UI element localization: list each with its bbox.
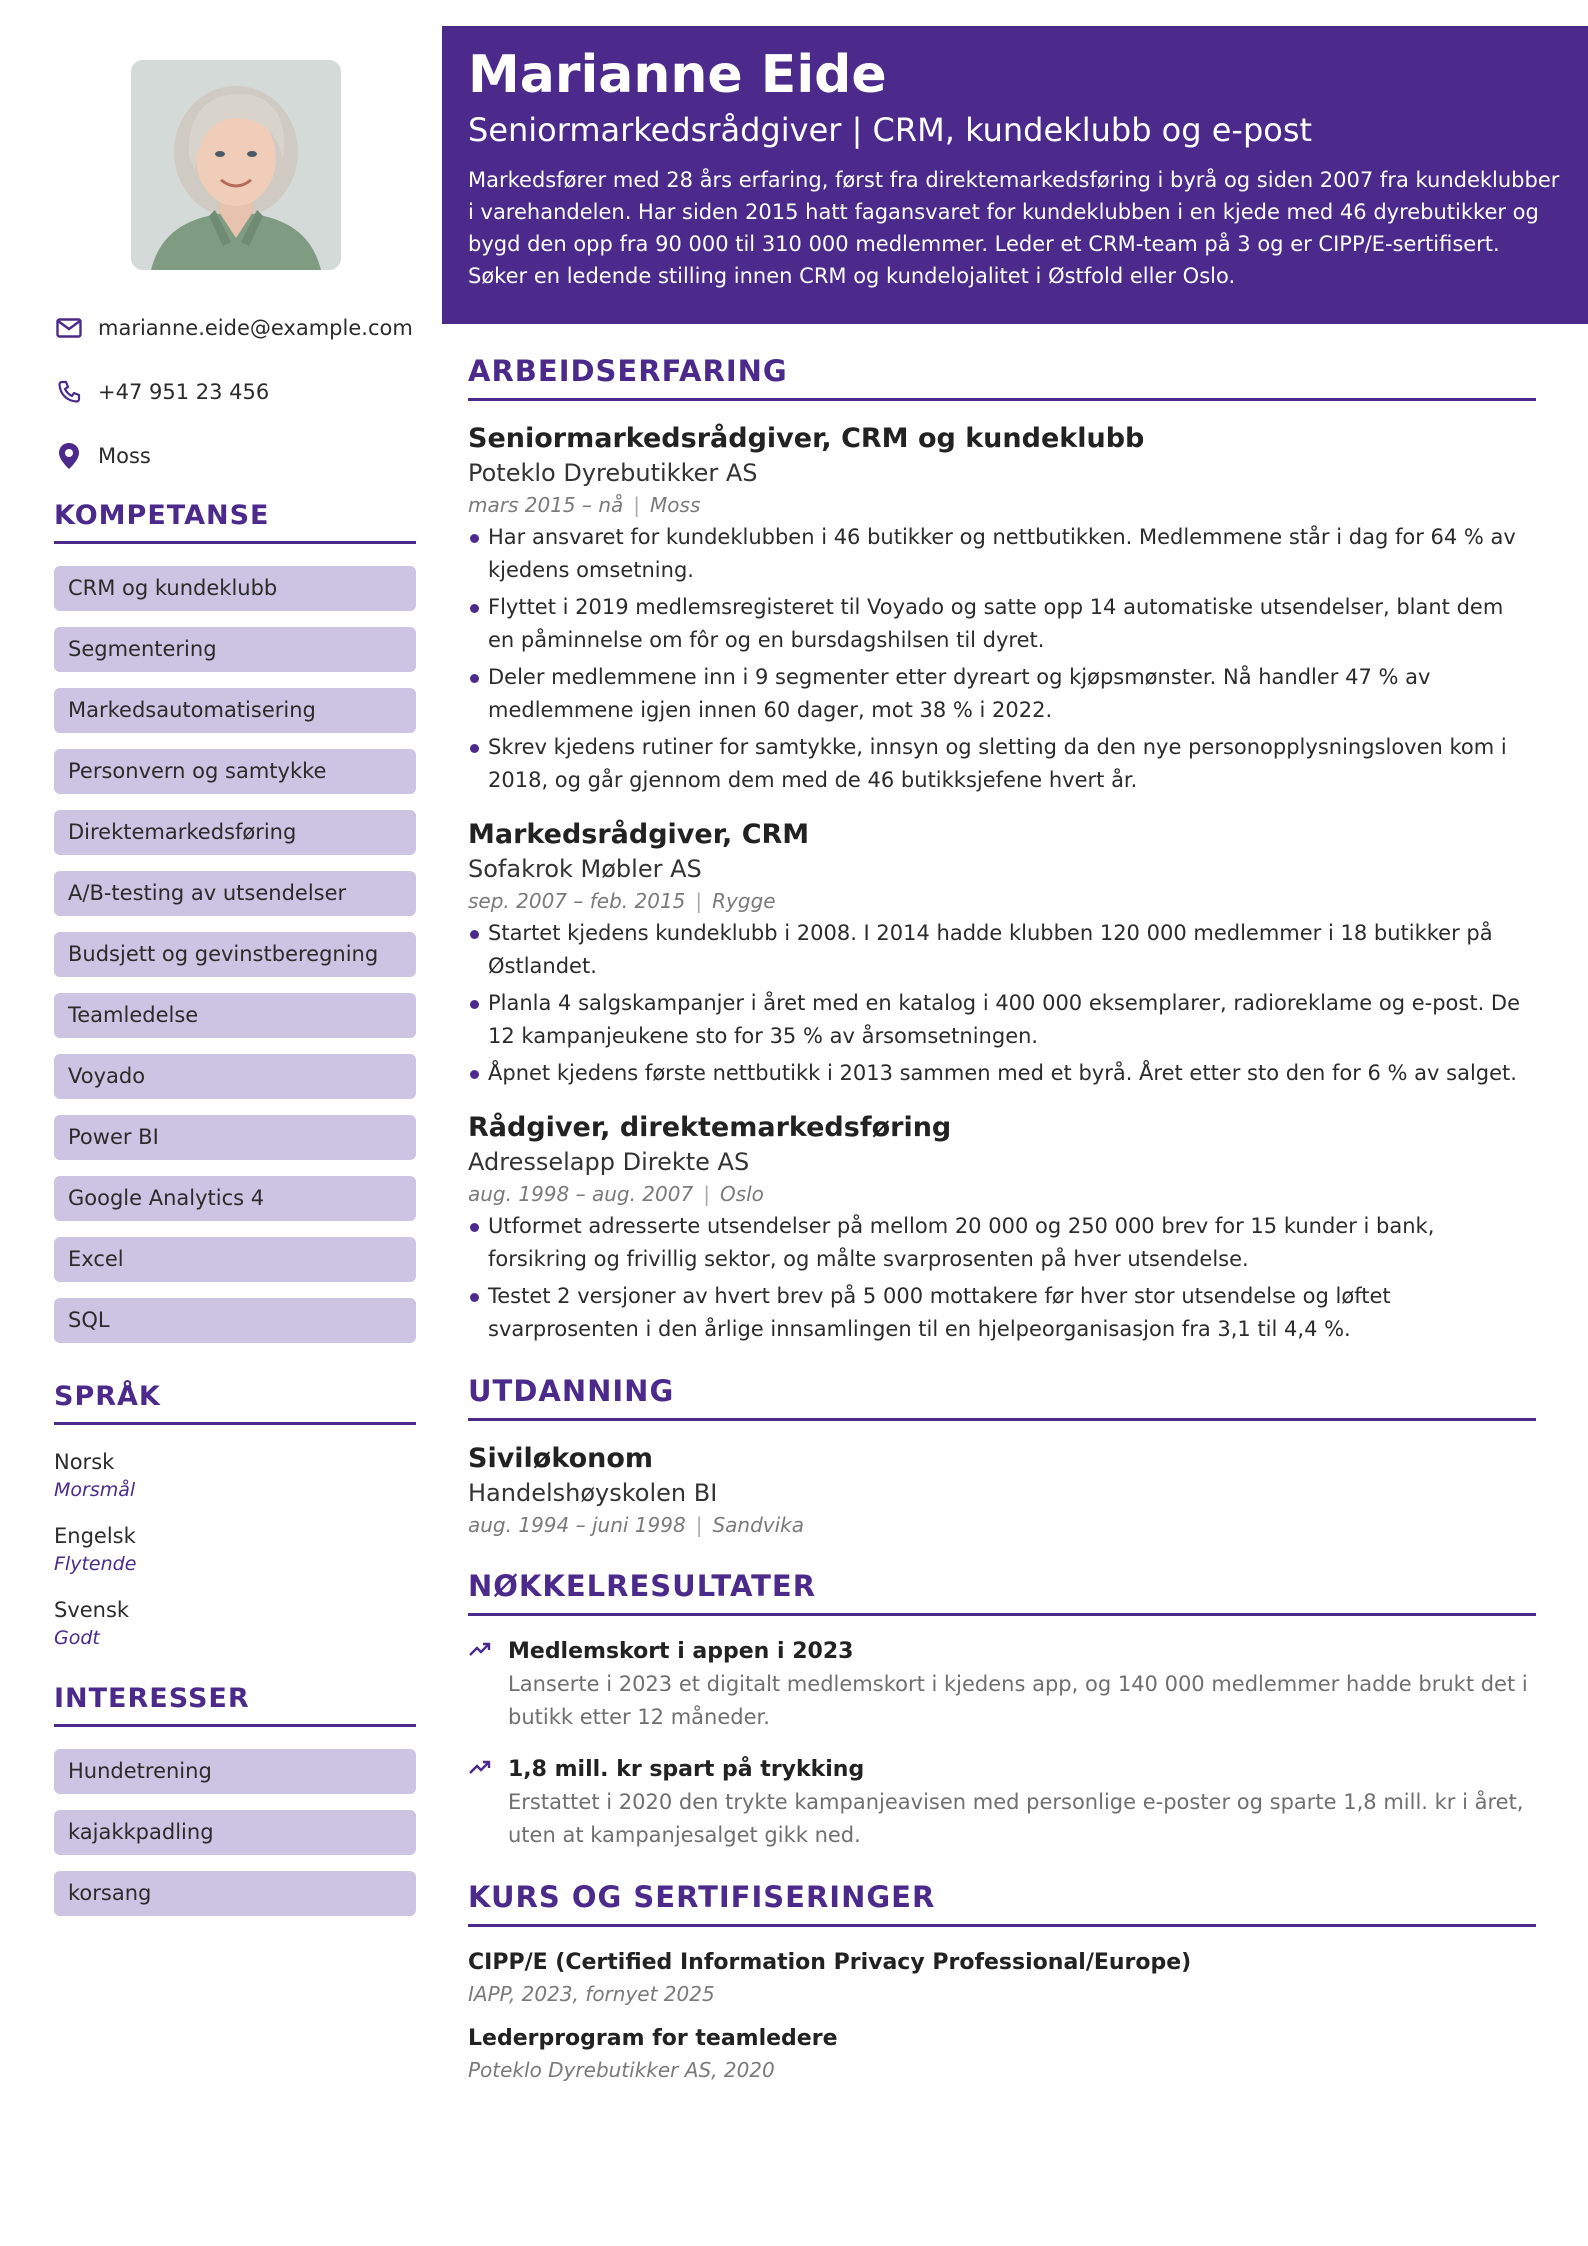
language-item	[54, 1447, 416, 1503]
phone-text: +47 951 23 456	[98, 380, 270, 404]
bullet-item: Åpnet kjedens første nettbutikk i 2013 sammen med et byrå. Året etter sto den for 6 % av salget.	[468, 1057, 1536, 1090]
location-pin-icon	[54, 441, 84, 471]
candidate-title: Seniormarkedsrådgiver | CRM, kundeklubb og e-post	[468, 111, 1313, 149]
language-level: Morsmål	[54, 1479, 136, 1501]
job-dates: mars 2015 – nå	[468, 493, 624, 517]
education-entry	[468, 1441, 1536, 1541]
skill-chip: Google Analytics 4	[54, 1176, 416, 1221]
language-name: Svensk	[54, 1598, 130, 1622]
education-place: Sandvika	[712, 1513, 804, 1537]
meta-separator: |	[695, 889, 703, 913]
job-title: Rådgiver, direktemarkedsføring	[468, 1112, 952, 1143]
interests-heading: INTERESSER	[54, 1683, 416, 1727]
course-item	[468, 1947, 1536, 2009]
results-section	[468, 1569, 1536, 1852]
contact-list	[54, 308, 416, 476]
trending-up-icon	[468, 1636, 508, 1734]
job-entry	[468, 421, 1536, 797]
bullet-item: Utformet adresserte utsendelser på mellom 20 000 og 250 000 brev for 15 kunder i bank, forsikring og frivillig sektor, og målte svarprosenten på hver utsendelse.	[468, 1210, 1536, 1276]
skill-chip: A/B-testing av utsendelser	[54, 871, 416, 916]
job-place: Oslo	[719, 1182, 764, 1206]
result-title: Medlemskort i appen i 2023	[508, 1639, 854, 1664]
school-name: Handelshøyskolen BI	[468, 1479, 718, 1507]
courses-heading: KURS OG SERTIFISERINGER	[468, 1880, 1536, 1927]
interests-list	[54, 1749, 416, 1916]
course-title: Lederprogram for teamledere	[468, 2026, 838, 2051]
education-meta	[468, 1509, 1536, 1541]
job-bullets	[468, 1210, 1536, 1346]
job-bullets	[468, 917, 1536, 1090]
contact-location	[54, 436, 416, 476]
experience-section	[468, 354, 1536, 1346]
degree-title: Siviløkonom	[468, 1443, 654, 1474]
course-item	[468, 2023, 1536, 2085]
job-entry	[468, 1110, 1536, 1346]
bullet-item: Skrev kjedens rutiner for samtykke, innsyn og sletting da den nye personopplysningsloven kom i 2018, og går gjennom dem med de 46 butikksjefene hvert år.	[468, 731, 1536, 797]
job-meta	[468, 489, 1536, 521]
job-dates: sep. 2007 – feb. 2015	[468, 889, 686, 913]
job-place: Rygge	[712, 889, 776, 913]
location-text: Moss	[98, 444, 151, 468]
bullet-item: Deler medlemmene inn i 9 segmenter etter dyreart og kjøpsmønster. Nå handler 47 % av medlemmene igjen innen 60 dager, mot 38 % i 2022.	[468, 661, 1536, 727]
skill-chip: SQL	[54, 1298, 416, 1343]
job-place: Moss	[650, 493, 701, 517]
job-company: Adresselapp Direkte AS	[468, 1148, 750, 1176]
skill-chip: Budsjett og gevinstberegning	[54, 932, 416, 977]
profile-photo	[131, 60, 341, 270]
meta-separator: |	[633, 493, 641, 517]
job-company: Poteklo Dyrebutikker AS	[468, 459, 758, 487]
skill-chip: Voyado	[54, 1054, 416, 1099]
experience-heading: ARBEIDSERFARING	[468, 354, 1536, 401]
skill-chip: Personvern og samtykke	[54, 749, 416, 794]
language-name: Norsk	[54, 1450, 115, 1474]
skills-heading: KOMPETANSE	[54, 500, 416, 544]
bullet-item: Startet kjedens kundeklubb i 2008. I 2014 hadde klubben 120 000 medlemmer i 18 butikker på Østlandet.	[468, 917, 1536, 983]
phone-icon	[54, 377, 84, 407]
languages-list	[54, 1447, 416, 1651]
language-item	[54, 1521, 416, 1577]
candidate-name: Marianne Eide	[468, 45, 887, 105]
meta-separator: |	[695, 1513, 703, 1537]
bullet-item: Har ansvaret for kundeklubben i 46 butikker og nettbutikken. Medlemmene står i dag for 64 % av kjedens omsetning.	[468, 521, 1536, 587]
skill-chip: Segmentering	[54, 627, 416, 672]
languages-heading: SPRÅK	[54, 1381, 416, 1425]
email-text: marianne.eide@example.com	[98, 316, 413, 340]
education-section	[468, 1374, 1536, 1541]
main-content	[468, 354, 1536, 2113]
course-meta: Poteklo Dyrebutikker AS, 2020	[468, 2058, 775, 2082]
meta-separator: |	[703, 1182, 710, 1206]
language-item	[54, 1595, 416, 1651]
results-heading: NØKKELRESULTATER	[468, 1569, 1536, 1616]
interest-chip: Hundetrening	[54, 1749, 416, 1794]
language-level: Flytende	[54, 1553, 137, 1575]
contact-email[interactable]	[54, 308, 416, 348]
education-dates: aug. 1994 – juni 1998	[468, 1513, 686, 1537]
interest-chip: korsang	[54, 1871, 416, 1916]
result-title: 1,8 mill. kr spart på trykking	[508, 1757, 865, 1782]
sidebar	[54, 60, 416, 1932]
result-item	[468, 1754, 1536, 1852]
header-banner	[442, 26, 1588, 324]
language-level: Godt	[54, 1627, 100, 1649]
mail-icon	[54, 313, 84, 343]
job-bullets	[468, 521, 1536, 797]
skill-chip: Direktemarkedsføring	[54, 810, 416, 855]
skill-chip: CRM og kundeklubb	[54, 566, 416, 611]
job-meta	[468, 885, 1536, 917]
interest-chip: kajakkpadling	[54, 1810, 416, 1855]
profile-summary: Markedsfører med 28 års erfaring, først fra direktemarkedsføring i byrå og siden 2007 fra kundeklubber i varehandelen. Har siden 2015 hatt fagansvaret for kundeklubben i en kjede med 46 dyrebutikker og bygd den opp fra 90 000 til 310 000 medlemmer. Leder et CRM-team på 3 og er CIPP/E-sertifisert. Søker en ledende stilling innen CRM og kundelojalitet i Østfold eller Oslo.	[468, 168, 1560, 288]
job-company: Sofakrok Møbler AS	[468, 855, 702, 883]
skill-chip: Excel	[54, 1237, 416, 1282]
job-title: Seniormarkedsrådgiver, CRM og kundeklubb	[468, 423, 1145, 454]
skill-chip: Markedsautomatisering	[54, 688, 416, 733]
skill-chip: Power BI	[54, 1115, 416, 1160]
course-meta: IAPP, 2023, fornyet 2025	[468, 1982, 715, 2006]
bullet-item: Testet 2 versjoner av hvert brev på 5 000 mottakere før hver stor utsendelse og løftet svarprosenten i den årlige innsamlingen til en hjelpeorganisasjon fra 3,1 til 4,4 %.	[468, 1280, 1536, 1346]
result-description: Erstattet i 2020 den trykte kampanjeavisen med personlige e-poster og sparte 1,8 mill. kr i året, uten at kampanjesalget gikk ned.	[508, 1790, 1524, 1847]
course-title: CIPP/E (Certified Information Privacy Professional/Europe)	[468, 1950, 1192, 1975]
result-description: Lanserte i 2023 et digitalt medlemskort i kjedens app, og 140 000 medlemmer hadde brukt det i butikk etter 12 måneder.	[508, 1672, 1528, 1729]
job-entry	[468, 817, 1536, 1090]
language-name: Engelsk	[54, 1524, 136, 1548]
skill-chip: Teamledelse	[54, 993, 416, 1038]
job-title: Markedsrådgiver, CRM	[468, 819, 810, 850]
trending-up-icon	[468, 1754, 508, 1852]
skills-list	[54, 566, 416, 1343]
result-item	[468, 1636, 1536, 1734]
courses-section	[468, 1880, 1536, 2085]
job-meta	[468, 1178, 1536, 1210]
education-heading: UTDANNING	[468, 1374, 1536, 1421]
bullet-item: Flyttet i 2019 medlemsregisteret til Voyado og satte opp 14 automatiske utsendelser, blant dem en påminnelse om fôr og en bursdagshilsen til dyret.	[468, 591, 1536, 657]
contact-phone[interactable]	[54, 372, 416, 412]
job-dates: aug. 1998 – aug. 2007	[468, 1182, 694, 1206]
bullet-item: Planla 4 salgskampanjer i året med en katalog i 400 000 eksemplarer, radioreklame og e-post. De 12 kampanjeukene sto for 35 % av årsomsetningen.	[468, 987, 1536, 1053]
